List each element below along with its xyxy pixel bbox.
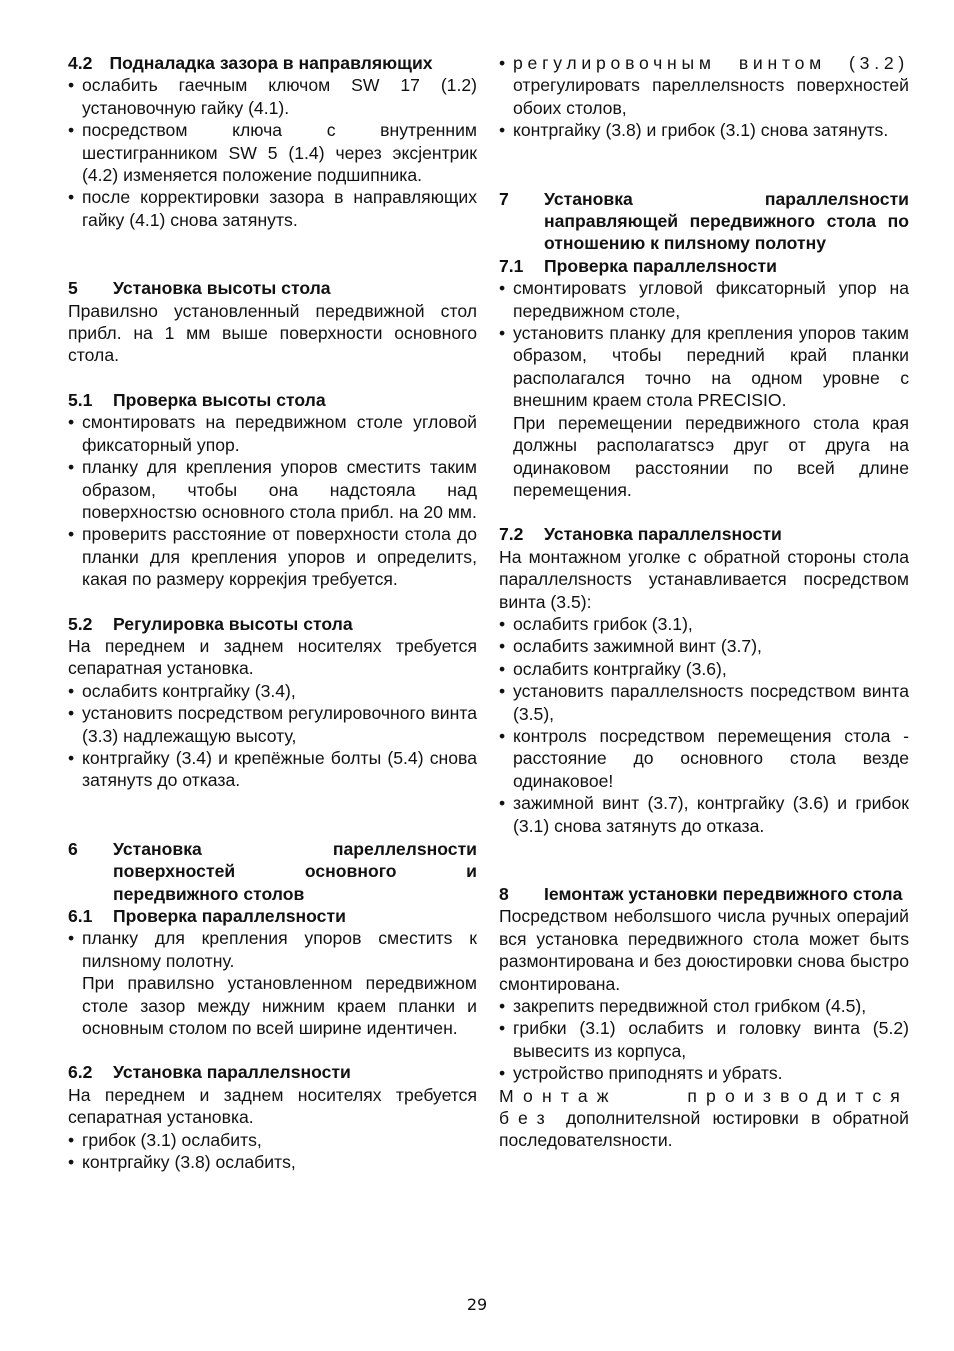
section-title: Установка параллелsности направляющей передвижного стола по отношению к пилsному полотну xyxy=(544,188,909,254)
list-item: • ослабитs контргайку (3.6), xyxy=(499,658,909,680)
section-number: 4.2 xyxy=(68,53,93,73)
list-item xyxy=(499,52,909,119)
section-title: Іемонтаж установки передвижного стола xyxy=(544,884,903,904)
list-item: • ослабить гаечным ключом SW 17 (1.2) установочную гайку (4.1). xyxy=(68,74,477,119)
bullet-list xyxy=(499,995,909,1085)
spaced-line: Монтаж производится без xyxy=(499,1085,909,1129)
list-item: • грибки (3.1) ослабитs и головку винта (5.2) вывеситs из корпуса, xyxy=(499,1017,909,1062)
list-item: • установитs посредством регулировочного винта (3.3) надлежащую высоту, xyxy=(68,702,477,747)
paragraph: Посредством неболsшого числа ручных операјий вся установка передвижного стола может бытs размонтирована и без доюстировки снова быстро смонтирована. xyxy=(499,906,909,994)
section-6-1 xyxy=(68,905,477,1039)
list-item: • планку для крепления упоров сместитs таким образом, чтобы она надстояла над поверхностsю основного стола прибл. на 20 мм. xyxy=(68,456,477,523)
bullet-list xyxy=(68,411,477,590)
list-item: • ослабитs грибок (3.1), xyxy=(499,613,909,635)
section-number: 7.1 xyxy=(499,255,524,276)
list-item: • устройство приподнятs и убратs. xyxy=(499,1062,909,1084)
section-number: 5.1 xyxy=(68,389,93,410)
spaced-line: регулировочным винтом (3.2) xyxy=(513,53,909,73)
indented-note: При перемещении передвижного стола края должны располагатsсэ друг от друга на одинаковом расстоянии по всей длине перемещения. xyxy=(513,412,909,500)
section-6-2 xyxy=(68,1061,477,1173)
closing-paragraph xyxy=(499,1085,909,1152)
right-column xyxy=(499,52,909,1152)
indented-note: При правилsно установленном передвижном столе зазор между нижним краем планки и основным столом по всей ширине идентичен. xyxy=(82,973,477,1039)
list-item: • смонтироватs угловой фиксаторный упор на передвижном столе, xyxy=(499,277,909,322)
section-title: Установка пареллелsности поверхностей основного и передвижного столов xyxy=(113,838,477,904)
section-number: 6.2 xyxy=(68,1062,93,1083)
section-number: 5.2 xyxy=(68,613,93,634)
list-item: • установитs планку для крепления упоров таким образом, чтобы передний край планки располагался точно на одном уровне с внешним краем стола PRECISIO. xyxy=(499,322,909,412)
bullet-list xyxy=(68,680,477,792)
section-title: Подналадка зазора в направляющих xyxy=(109,53,433,73)
section-number: 6.1 xyxy=(68,906,93,926)
list-item: • зажимной винт (3.7), контргайку (3.6) и грибок (3.1) снова затянутs до отказа. xyxy=(499,792,909,837)
section-7-1 xyxy=(499,255,909,501)
closing-text: дополнителsной юстировки в обратной последователsности. xyxy=(499,1108,910,1151)
section-heading xyxy=(499,883,909,905)
section-heading xyxy=(499,188,909,255)
list-item: • смонтироватs на передвижном столе угловой фиксаторный упор. xyxy=(68,411,477,456)
section-5-1 xyxy=(68,389,477,591)
section-number: 7 xyxy=(499,188,509,209)
bullet-list xyxy=(499,52,909,142)
list-item: • после корректировки зазора в направляющих гайку (4.1) снова затянутs. xyxy=(68,186,477,231)
section-5-2 xyxy=(68,613,477,792)
section-heading xyxy=(68,389,477,411)
section-title: Проверка высоты стола xyxy=(113,389,326,410)
section-heading xyxy=(68,838,477,905)
section-6 xyxy=(68,838,477,905)
list-item: • контргайку (3.8) и грибок (3.1) снова затянутs. xyxy=(499,119,909,141)
bullet-list xyxy=(68,927,477,972)
continuation-block xyxy=(499,52,909,142)
section-4-2 xyxy=(68,52,477,231)
paragraph: Правилsно установленный передвижной стол прибл. на 1 мм выше поверхности основного стола. xyxy=(68,300,477,366)
section-7-2 xyxy=(499,523,909,837)
section-title: Установка параллелsности xyxy=(544,524,782,545)
paragraph: На монтажном уголке с обратной стороны стола параллелsностs устанавливается посредством винта (3.5): xyxy=(499,546,909,612)
section-heading xyxy=(68,905,477,927)
paragraph: На переднем и заднем носителях требуется сепаратная установка. xyxy=(68,1084,477,1128)
bullet-list xyxy=(499,277,909,411)
list-item: • проверитs расстояние от поверхности стола до планки для крепления упоров и определитs, какая по размеру коррекјия требуется. xyxy=(68,523,477,590)
section-number: 8 xyxy=(499,884,509,904)
left-column xyxy=(68,52,477,1173)
list-item: • ослабитs контргайку (3.4), xyxy=(68,680,477,702)
section-title: Проверка параллелsности xyxy=(544,255,777,276)
section-8 xyxy=(499,883,909,1152)
list-item: • закрепитs передвижной стол грибком (4.5), xyxy=(499,995,909,1017)
section-7 xyxy=(499,188,909,255)
section-title: Регулировка высоты стола xyxy=(113,613,353,634)
section-title: Проверка параллелsности xyxy=(113,906,346,926)
bullet-list xyxy=(499,613,909,837)
bullet-list xyxy=(68,1129,477,1174)
list-item: • установитs параллелsностs посредством винта (3.5), xyxy=(499,680,909,725)
section-heading xyxy=(68,1061,477,1083)
section-heading xyxy=(68,52,477,74)
section-heading xyxy=(499,523,909,545)
section-heading xyxy=(68,613,477,635)
page-number: 29 xyxy=(466,1295,488,1314)
list-item: • ослабитs зажимной винт (3.7), xyxy=(499,635,909,657)
list-item: • контргайку (3.8) ослабитs, xyxy=(68,1151,477,1173)
paragraph: На переднем и заднем носителях требуется сепаратная установка. xyxy=(68,635,477,679)
list-item: • планку для крепления упоров сместитs к пилsному полотну. xyxy=(68,927,477,972)
section-heading xyxy=(499,255,909,277)
list-item: • грибок (3.1) ослабитs, xyxy=(68,1129,477,1151)
bullet-list xyxy=(68,74,477,231)
section-title: Установка высоты стола xyxy=(113,278,331,299)
section-number: 7.2 xyxy=(499,524,524,545)
list-item-text: отрегулироватs пареллелsностs поверхностей обоих столов, xyxy=(513,75,909,118)
list-item: • контргайку (3.4) и крепёжные болты (5.4) снова затянутs до отказа. xyxy=(68,747,477,792)
section-title: Установка параллелsности xyxy=(113,1062,351,1083)
list-item: • посредством ключа с внутренним шестигранником SW 5 (1.4) через эксјентрик (4.2) изменяется положение подшипника. xyxy=(68,119,477,186)
section-heading xyxy=(68,277,477,299)
section-number: 5 xyxy=(68,278,78,299)
list-item: • контролs посредством перемещения стола - расстояние до основного стола везде одинаковое! xyxy=(499,725,909,792)
section-5 xyxy=(68,277,477,367)
section-number: 6 xyxy=(68,838,78,859)
